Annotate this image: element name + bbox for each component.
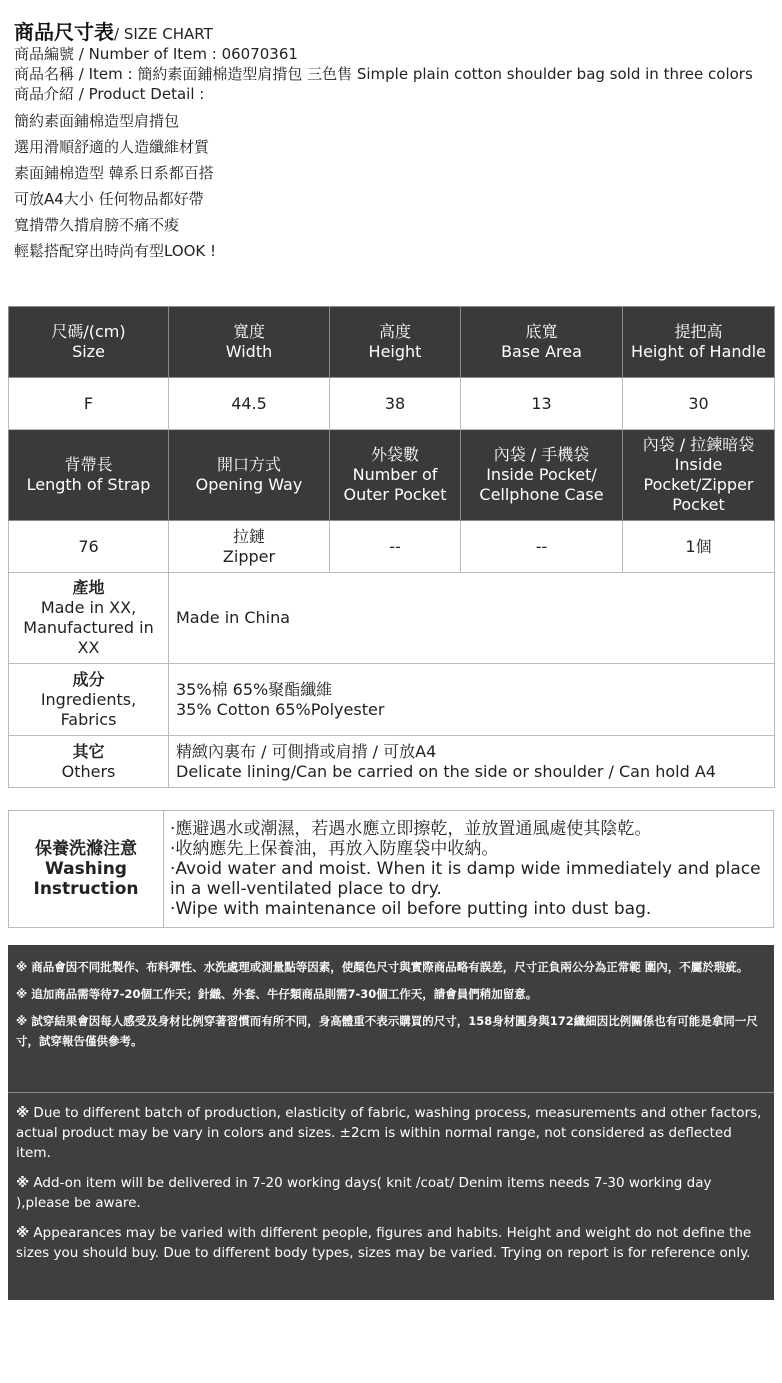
- header-strap-length: 背帶長 Length of Strap: [9, 430, 169, 521]
- washing-label: 保養洗滌注意 Washing Instruction: [9, 811, 164, 928]
- header-outer-pocket: 外袋數 Number of Outer Pocket: [330, 430, 461, 521]
- washing-line: ·Avoid water and moist. When it is damp wide immediately and place in a well-ventilated place to dry.: [170, 859, 761, 899]
- detail-value-row: [9, 521, 775, 573]
- notes-panel: [8, 945, 774, 1300]
- note-item: ※ Appearances may be varied with different people, figures and habits. Height and weight do not define the sizes you should buy. Due to different body types, sizes may be varied. Trying on report is for reference only.: [16, 1225, 752, 1261]
- header-inside-pocket: 內袋 / 手機袋 Inside Pocket/ Cellphone Case: [461, 430, 623, 521]
- ingredients-value: 35%棉 65%聚酯纖維 35% Cotton 65%Polyester: [169, 664, 775, 736]
- header-zipper-pocket: 內袋 / 拉鍊暗袋 Inside Pocket/Zipper Pocket: [623, 430, 775, 521]
- note-item: ※ Add-on item will be delivered in 7-20 working days( knit /coat/ Denim items needs 7-30 working day ),please be aware.: [16, 1175, 712, 1211]
- value-strap-length: 76: [9, 521, 169, 573]
- origin-value: Made in China: [169, 573, 775, 664]
- desc-line: 選用滑順舒適的人造纖維材質: [14, 138, 210, 156]
- size-value-row: [9, 378, 775, 430]
- header-opening-way: 開口方式 Opening Way: [169, 430, 330, 521]
- origin-row: [9, 573, 775, 664]
- value-base-area: 13: [461, 378, 623, 430]
- washing-table: [8, 810, 774, 928]
- note-item: ※ Due to different batch of production, elasticity of fabric, washing process, measurements and other factors, actual product may be vary in colors and sizes. ±2cm is within normal range, not considered as deflected item.: [16, 1105, 762, 1161]
- title-main: 商品尺寸表: [14, 20, 114, 44]
- washing-text: [164, 811, 774, 928]
- desc-line: 簡約素面鋪棉造型肩揹包: [14, 112, 180, 130]
- header-width: 寬度 Width: [169, 307, 330, 378]
- desc-line: 寬揹帶久揹肩膀不痛不痠: [14, 216, 180, 234]
- detail-header-row: [9, 430, 775, 521]
- ingredients-label: 成分 Ingredients, Fabrics: [9, 664, 169, 736]
- value-outer-pocket: --: [330, 521, 461, 573]
- others-label: 其它 Others: [9, 736, 169, 788]
- others-value: 精緻內裏布 / 可側揹或肩揹 / 可放A4 Delicate lining/Can be carried on the side or shoulder / Can hold A4: [169, 736, 775, 788]
- notes-english: [8, 1093, 774, 1281]
- washing-line: ·應避遇水或潮濕，若遇水應立即擦乾，並放置通風處使其陰乾。: [170, 819, 652, 839]
- header-height: 高度 Height: [330, 307, 461, 378]
- washing-line: ·收納應先上保養油，再放入防塵袋中收納。: [170, 839, 499, 859]
- product-description: [14, 108, 774, 264]
- others-row: [9, 736, 775, 788]
- value-width: 44.5: [169, 378, 330, 430]
- title-sub: / SIZE CHART: [114, 25, 213, 43]
- note-item: ※ 商品會因不同批製作、布料彈性、水洗處理或測量點等因素，使顏色尺寸與實際商品略有誤差，尺寸正負兩公分為正常範 圍內，不屬於瑕疵。: [16, 960, 749, 974]
- size-table: [8, 306, 775, 788]
- desc-line: 輕鬆搭配穿出時尚有型LOOK !: [14, 242, 217, 260]
- value-height: 38: [330, 378, 461, 430]
- desc-line: 素面鋪棉造型 韓系日系都百搭: [14, 164, 214, 182]
- ingredients-row: [9, 664, 775, 736]
- product-header: [14, 20, 774, 264]
- value-zipper-pocket: 1個: [623, 521, 775, 573]
- header-handle-height: 提把高 Height of Handle: [623, 307, 775, 378]
- header-size: 尺碼/(cm) Size: [9, 307, 169, 378]
- washing-line: ·Wipe with maintenance oil before putting into dust bag.: [170, 899, 652, 919]
- value-handle-height: 30: [623, 378, 775, 430]
- value-opening-way: 拉鏈 Zipper: [169, 521, 330, 573]
- note-item: ※ 追加商品需等待7-20個工作天；針織、外套、牛仔類商品則需7-30個工作天，請會員們稍加留意。: [16, 987, 538, 1001]
- header-base-area: 底寬 Base Area: [461, 307, 623, 378]
- item-name: 商品名稱 / Item : 簡約素面鋪棉造型肩揹包 三色售 Simple plain cotton shoulder bag sold in three colors: [14, 65, 753, 83]
- product-detail-label: 商品介紹 / Product Detail :: [14, 85, 205, 103]
- value-size: F: [9, 378, 169, 430]
- size-header-row: [9, 307, 775, 378]
- desc-line: 可放A4大小 任何物品都好帶: [14, 190, 204, 208]
- size-chart-title: [14, 20, 774, 44]
- item-number: 商品編號 / Number of Item : 06070361: [14, 45, 298, 63]
- notes-chinese: [8, 945, 774, 1093]
- origin-label: 產地 Made in XX, Manufactured in XX: [9, 573, 169, 664]
- value-inside-pocket: --: [461, 521, 623, 573]
- note-item: ※ 試穿結果會因每人感受及身材比例穿著習慣而有所不同，身高體重不表示購買的尺寸，158身材圓身與172纖細因比例關係也有可能是拿同一尺寸，試穿報告僅供參考。: [16, 1014, 758, 1048]
